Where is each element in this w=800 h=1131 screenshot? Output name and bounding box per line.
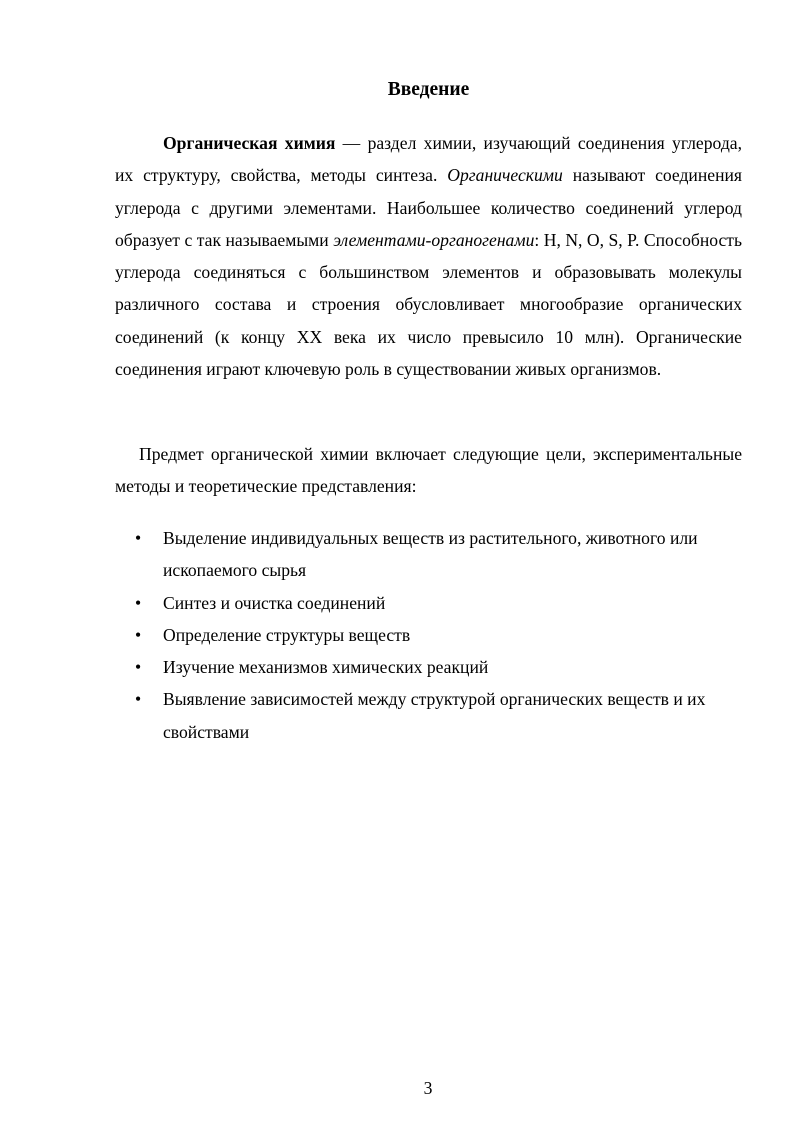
list-item-text: Выявление зависимостей между структурой органических веществ и их свойствами [163, 689, 706, 742]
bullet-icon: • [135, 624, 142, 645]
term-organogens: элементами-органогенами [333, 229, 535, 250]
bullet-icon: • [135, 592, 142, 613]
list-item-text: Синтез и очистка соединений [163, 592, 386, 613]
list-item-text: Определение структуры веществ [163, 624, 411, 645]
list-item-text: Изучение механизмов химических реакций [163, 657, 489, 678]
term-organic-chemistry: Органическая химия [163, 133, 336, 153]
bullet-icon: • [135, 528, 142, 548]
list-item [115, 683, 742, 748]
intro-text-3: : H, N, O, S, P. Способность углерода соединяться с большинством элементов и образовывать молекулы различного состава и строения обусловливает многообразие органических соединений (к концу XX века их число превысило 10 млн). Органические соединения играют ключевую роль в существовании живых организмов. [115, 229, 743, 380]
list-item [115, 619, 742, 651]
page-number: 3 [423, 1078, 433, 1098]
intro-text-1: — раздел химии, изучающий соединения углерода, их структуру, свойства, методы синтеза. [115, 133, 742, 186]
page-heading: Введение [387, 79, 470, 100]
list-item-text: Выделение индивидуальных веществ из растительного, животного или ископаемого сырья [163, 528, 698, 581]
list-item [115, 587, 742, 619]
bullet-icon: • [135, 657, 142, 678]
intro-paragraph [115, 127, 742, 385]
bullet-icon: • [135, 689, 142, 710]
intro-text-2: называют соединения углерода с другими элементами. Наибольшее количество соединений углерод образует с так называемыми [115, 165, 742, 250]
goals-list [115, 522, 742, 748]
list-item [115, 522, 742, 587]
term-organic: Органическими [447, 165, 563, 186]
subject-paragraph: Предмет органической химии включает следующие цели, экспериментальные методы и теоретические представления: [115, 444, 742, 497]
list-item [115, 651, 742, 683]
